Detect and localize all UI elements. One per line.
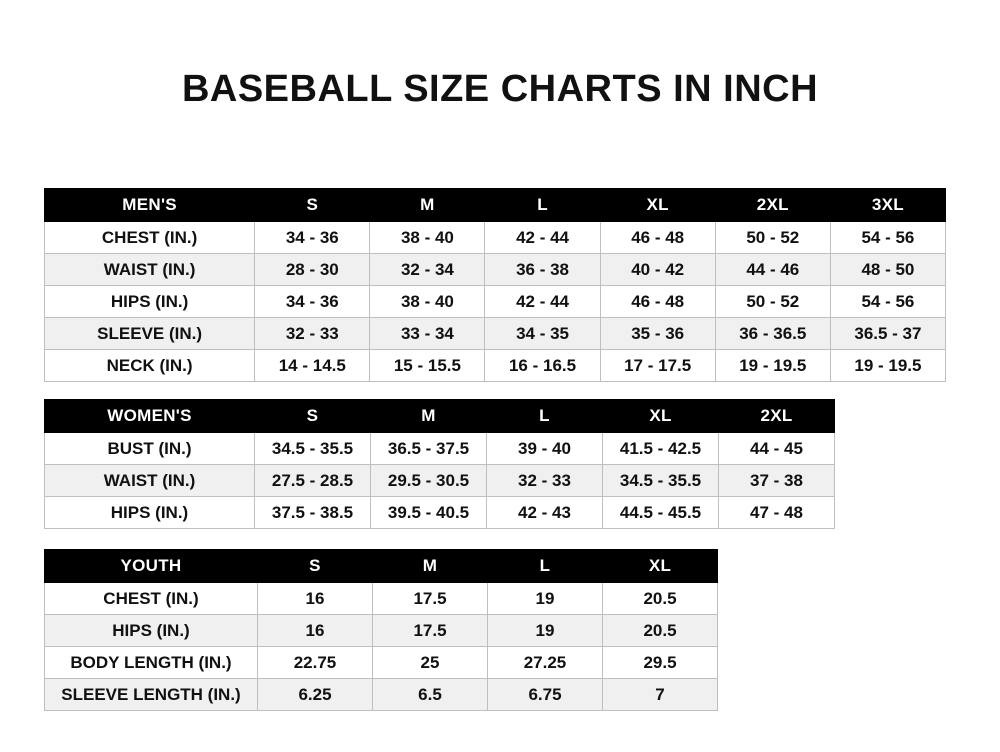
table-cell: 39.5 - 40.5 bbox=[371, 497, 487, 529]
table-cell: 29.5 bbox=[603, 647, 718, 679]
table-cell: 44 - 46 bbox=[715, 254, 830, 286]
table-cell: 16 bbox=[258, 583, 373, 615]
table-cell: 38 - 40 bbox=[370, 222, 485, 254]
table-header-row bbox=[45, 550, 718, 583]
row-label: BUST (IN.) bbox=[45, 433, 255, 465]
row-label: HIPS (IN.) bbox=[45, 497, 255, 529]
table-cell: 37 - 38 bbox=[719, 465, 835, 497]
row-label: CHEST (IN.) bbox=[45, 583, 258, 615]
column-header: L bbox=[487, 400, 603, 433]
table-cell: 35 - 36 bbox=[600, 318, 715, 350]
column-header: YOUTH bbox=[45, 550, 258, 583]
column-header: XL bbox=[600, 189, 715, 222]
table-cell: 54 - 56 bbox=[830, 222, 945, 254]
table-cell: 14 - 14.5 bbox=[255, 350, 370, 382]
row-label: NECK (IN.) bbox=[45, 350, 255, 382]
table-cell: 25 bbox=[373, 647, 488, 679]
table-cell: 34 - 36 bbox=[255, 222, 370, 254]
column-header: L bbox=[485, 189, 600, 222]
table-cell: 44 - 45 bbox=[719, 433, 835, 465]
table-cell: 20.5 bbox=[603, 583, 718, 615]
table-cell: 32 - 33 bbox=[487, 465, 603, 497]
table-cell: 28 - 30 bbox=[255, 254, 370, 286]
table-row bbox=[45, 465, 835, 497]
table-row bbox=[45, 679, 718, 711]
table-cell: 42 - 44 bbox=[485, 222, 600, 254]
table-cell: 34 - 35 bbox=[485, 318, 600, 350]
table-cell: 17.5 bbox=[373, 583, 488, 615]
table-cell: 34.5 - 35.5 bbox=[255, 433, 371, 465]
table-cell: 37.5 - 38.5 bbox=[255, 497, 371, 529]
table-row bbox=[45, 433, 835, 465]
page-title: BASEBALL SIZE CHARTS IN INCH bbox=[181, 68, 819, 110]
table-cell: 32 - 33 bbox=[255, 318, 370, 350]
row-label: BODY LENGTH (IN.) bbox=[45, 647, 258, 679]
table-cell: 27.25 bbox=[488, 647, 603, 679]
table-cell: 47 - 48 bbox=[719, 497, 835, 529]
table-cell: 15 - 15.5 bbox=[370, 350, 485, 382]
column-header: 2XL bbox=[719, 400, 835, 433]
table-cell: 44.5 - 45.5 bbox=[603, 497, 719, 529]
table-cell: 46 - 48 bbox=[600, 222, 715, 254]
table-cell: 19 - 19.5 bbox=[715, 350, 830, 382]
mens-size-chart bbox=[44, 188, 946, 382]
table-header-row bbox=[45, 189, 946, 222]
column-header: WOMEN'S bbox=[45, 400, 255, 433]
table-row bbox=[45, 350, 946, 382]
table-cell: 6.5 bbox=[373, 679, 488, 711]
table-cell: 40 - 42 bbox=[600, 254, 715, 286]
table-cell: 50 - 52 bbox=[715, 286, 830, 318]
table-row bbox=[45, 254, 946, 286]
column-header: M bbox=[371, 400, 487, 433]
youth-size-chart bbox=[44, 549, 718, 711]
table-cell: 17 - 17.5 bbox=[600, 350, 715, 382]
column-header: 2XL bbox=[715, 189, 830, 222]
table-cell: 34.5 - 35.5 bbox=[603, 465, 719, 497]
column-header: M bbox=[370, 189, 485, 222]
table-header-row bbox=[45, 400, 835, 433]
column-header: XL bbox=[603, 550, 718, 583]
table-cell: 7 bbox=[603, 679, 718, 711]
row-label: HIPS (IN.) bbox=[45, 286, 255, 318]
table-cell: 16 - 16.5 bbox=[485, 350, 600, 382]
column-header: MEN'S bbox=[45, 189, 255, 222]
row-label: HIPS (IN.) bbox=[45, 615, 258, 647]
table-cell: 41.5 - 42.5 bbox=[603, 433, 719, 465]
table-cell: 42 - 43 bbox=[487, 497, 603, 529]
row-label: SLEEVE (IN.) bbox=[45, 318, 255, 350]
table-cell: 50 - 52 bbox=[715, 222, 830, 254]
table-cell: 39 - 40 bbox=[487, 433, 603, 465]
table-cell: 54 - 56 bbox=[830, 286, 945, 318]
column-header: S bbox=[255, 189, 370, 222]
table-row bbox=[45, 647, 718, 679]
column-header: M bbox=[373, 550, 488, 583]
row-label: WAIST (IN.) bbox=[45, 254, 255, 286]
table-cell: 33 - 34 bbox=[370, 318, 485, 350]
table-cell: 48 - 50 bbox=[830, 254, 945, 286]
table-cell: 32 - 34 bbox=[370, 254, 485, 286]
table-cell: 36 - 38 bbox=[485, 254, 600, 286]
table-row bbox=[45, 615, 718, 647]
column-header: L bbox=[488, 550, 603, 583]
table-row bbox=[45, 583, 718, 615]
table-cell: 20.5 bbox=[603, 615, 718, 647]
table-row bbox=[45, 497, 835, 529]
table-cell: 42 - 44 bbox=[485, 286, 600, 318]
column-header: XL bbox=[603, 400, 719, 433]
table-row bbox=[45, 318, 946, 350]
table-cell: 22.75 bbox=[258, 647, 373, 679]
table-cell: 19 bbox=[488, 615, 603, 647]
table-cell: 6.75 bbox=[488, 679, 603, 711]
table-cell: 34 - 36 bbox=[255, 286, 370, 318]
table-row bbox=[45, 222, 946, 254]
table-cell: 27.5 - 28.5 bbox=[255, 465, 371, 497]
table-cell: 46 - 48 bbox=[600, 286, 715, 318]
table-cell: 29.5 - 30.5 bbox=[371, 465, 487, 497]
table-cell: 36 - 36.5 bbox=[715, 318, 830, 350]
table-cell: 19 bbox=[488, 583, 603, 615]
table-row bbox=[45, 286, 946, 318]
table-cell: 19 - 19.5 bbox=[830, 350, 945, 382]
table-cell: 36.5 - 37.5 bbox=[371, 433, 487, 465]
row-label: CHEST (IN.) bbox=[45, 222, 255, 254]
table-cell: 17.5 bbox=[373, 615, 488, 647]
table-cell: 36.5 - 37 bbox=[830, 318, 945, 350]
row-label: SLEEVE LENGTH (IN.) bbox=[45, 679, 258, 711]
table-cell: 6.25 bbox=[258, 679, 373, 711]
column-header: S bbox=[255, 400, 371, 433]
womens-size-chart bbox=[44, 399, 835, 529]
table-cell: 38 - 40 bbox=[370, 286, 485, 318]
row-label: WAIST (IN.) bbox=[45, 465, 255, 497]
column-header: S bbox=[258, 550, 373, 583]
column-header: 3XL bbox=[830, 189, 945, 222]
table-cell: 16 bbox=[258, 615, 373, 647]
